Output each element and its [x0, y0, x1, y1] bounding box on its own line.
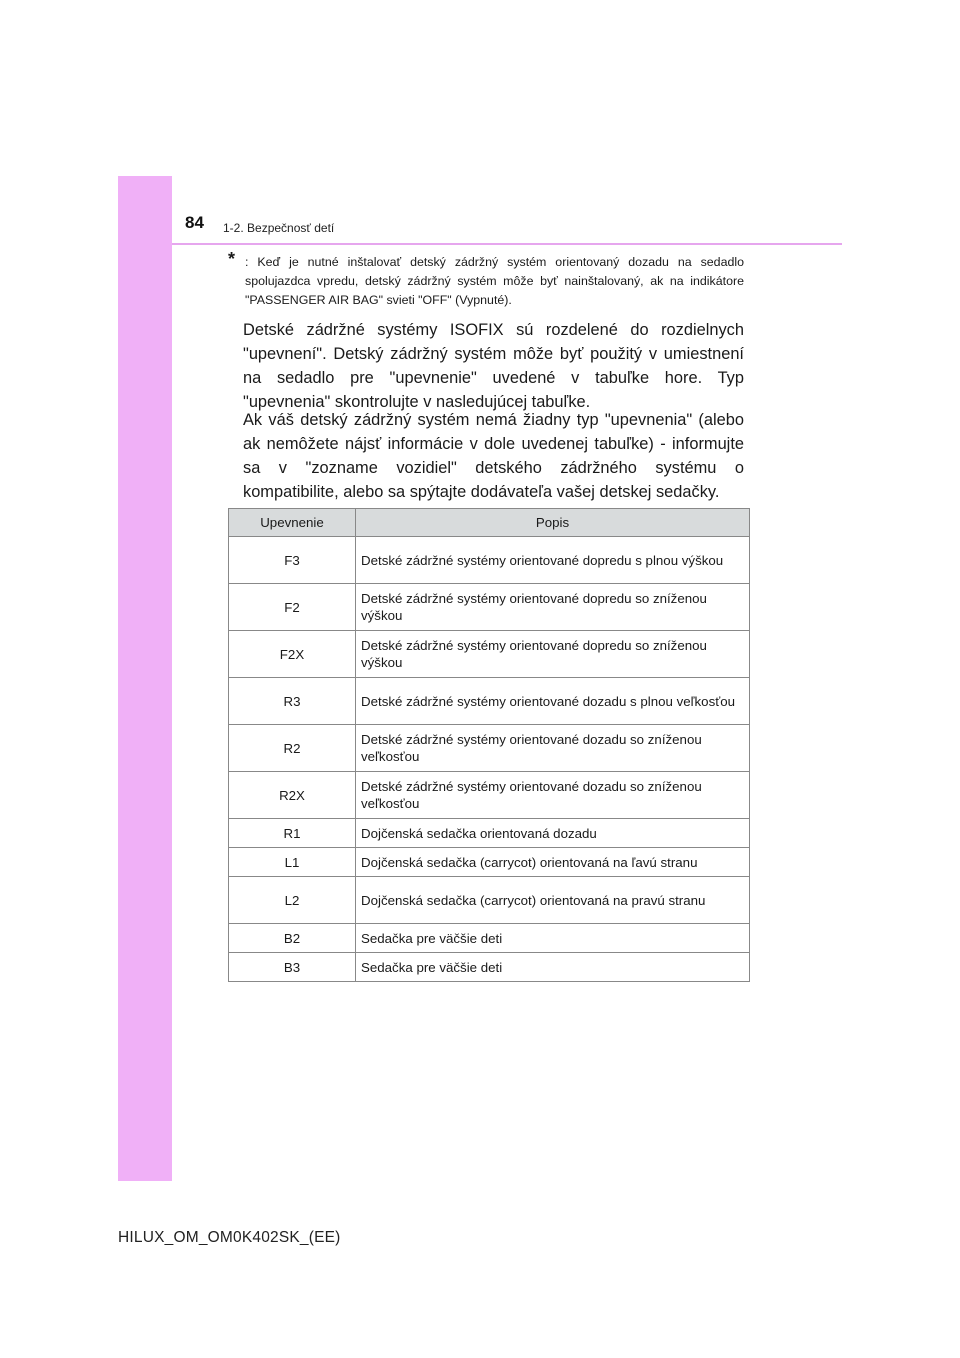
footnote-text: : Keď je nutné inštalovať detský zádržný systém orientovaný dozadu na sedadlo spolujazdca vpredu, detský zádržný systém môže byť nainštalovaný, ak na indikátore "PASSENGER AIR BAG" svieti "OFF" (Vypnuté). — [245, 255, 744, 307]
fixture-description: Dojčenská sedačka (carrycot) orientovaná na pravú stranu — [356, 877, 750, 924]
fixture-description: Detské zádržné systémy orientované dopredu so zníženou výškou — [356, 584, 750, 631]
column-header-fixture: Upevnenie — [229, 509, 356, 537]
fixture-code: F2X — [229, 631, 356, 678]
paragraph-compatibility: Ak váš detský zádržný systém nemá žiadny typ "upevnenia" (alebo ak nemôžete nájsť informácie v dole uvedenej tabuľke) - informujte sa v "zozname vozidiel" detského zádržného systému o kompatibilite, alebo sa spýtajte dodávateľa vašej detskej sedačky. — [243, 411, 744, 501]
fixture-code: B3 — [229, 953, 356, 982]
document-code: HILUX_OM_OM0K402SK_(EE) — [118, 1229, 341, 1246]
column-header-description: Popis — [356, 509, 750, 537]
fixture-code: F2 — [229, 584, 356, 631]
table-row — [229, 772, 750, 819]
fixture-description: Dojčenská sedačka (carrycot) orientovaná na ľavú stranu — [356, 848, 750, 877]
fixture-code: R3 — [229, 678, 356, 725]
table-row — [229, 584, 750, 631]
fixture-description: Dojčenská sedačka orientovaná dozadu — [356, 819, 750, 848]
fixture-description: Detské zádržné systémy orientované dopredu s plnou výškou — [356, 537, 750, 584]
table-row — [229, 819, 750, 848]
fixture-description: Detské zádržné systémy orientované dozadu so zníženou veľkosťou — [356, 725, 750, 772]
footnote-marker: * — [228, 249, 236, 269]
fixture-code: B2 — [229, 924, 356, 953]
fixture-table — [228, 508, 750, 982]
footnote — [228, 249, 744, 310]
table-row — [229, 848, 750, 877]
header-rule — [172, 243, 842, 245]
fixture-description: Sedačka pre väčšie deti — [356, 924, 750, 953]
table-row — [229, 678, 750, 725]
table-row — [229, 631, 750, 678]
table-row — [229, 725, 750, 772]
fixture-code: R2 — [229, 725, 356, 772]
table-row — [229, 877, 750, 924]
side-color-band — [118, 176, 172, 1181]
fixture-description: Detské zádržné systémy orientované dozadu s plnou veľkosťou — [356, 678, 750, 725]
table-row — [229, 953, 750, 982]
section-title: 1-2. Bezpečnosť detí — [223, 221, 335, 235]
fixture-description: Detské zádržné systémy orientované dozadu so zníženou veľkosťou — [356, 772, 750, 819]
fixture-code: R1 — [229, 819, 356, 848]
fixture-description: Detské zádržné systémy orientované dopredu so zníženou výškou — [356, 631, 750, 678]
paragraph-isofix: Detské zádržné systémy ISOFIX sú rozdelené do rozdielnych "upevnení". Detský zádržný systém môže byť použitý v umiestnení na sedadlo pre "upevnenie" uvedené v tabuľke hore. Typ "upevnenia" skontrolujte v nasledujúcej tabuľke. — [243, 321, 744, 411]
table-header-row — [229, 509, 750, 537]
fixture-code: R2X — [229, 772, 356, 819]
fixture-code: F3 — [229, 537, 356, 584]
fixture-description: Sedačka pre väčšie deti — [356, 953, 750, 982]
table-row — [229, 537, 750, 584]
fixture-code: L2 — [229, 877, 356, 924]
fixture-code: L1 — [229, 848, 356, 877]
page-number: 84 — [185, 213, 204, 232]
table-row — [229, 924, 750, 953]
